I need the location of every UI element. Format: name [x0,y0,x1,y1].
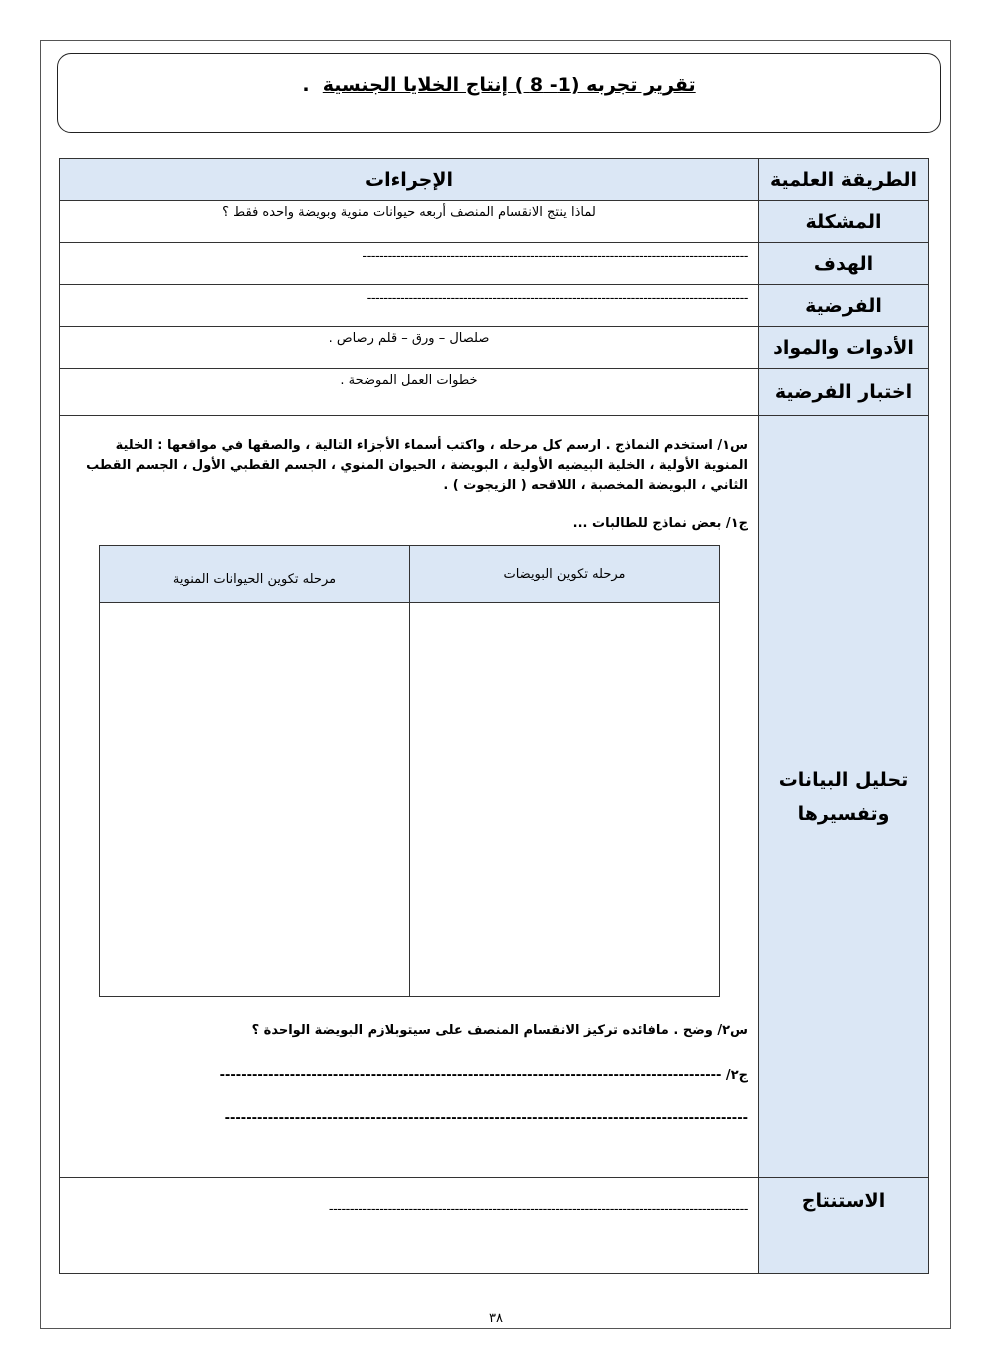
report-title [58,74,940,96]
row-materials-label: الأدوات والمواد [759,327,929,369]
row-conclusion [60,1178,929,1274]
row-problem-label: المشكلة [759,201,929,243]
header-procedures-label: الإجراءات [60,159,759,201]
analysis-label-line1: تحليل البيانات [778,768,909,791]
row-goal-blank: -------------------------------------------------------------------------------------------- [60,243,759,285]
stages-drawing-table [99,545,720,997]
row-materials-value: صلصال – ورق – قلم رصاص . [60,327,759,369]
question-1: س١/ استخدم النماذج . ارسم كل مرحله ، واكتب أسماء الأجزاء التالية ، والصقها في مواقعها : الخلية المنوية الأولية ، الخلية البيضيه الأولية ، البويضة ، الحيوان المنوي ، الجسم القطبي الأول ، الجسم القطب الثاني ، البويضة المخصبة ، اللاقحه ( الزيجوت ) . [86,438,748,493]
spermatogenesis-drawing-area[interactable] [100,603,410,997]
row-test-value: خطوات العمل الموضحة . [60,369,759,416]
scientific-method-table [59,158,929,1274]
row-materials [60,327,929,369]
row-problem [60,201,929,243]
row-goal [60,243,929,285]
row-test [60,369,929,416]
row-analysis [60,416,929,1178]
spermatogenesis-header: مرحله تكوين الحيوانات المنوية [100,546,410,603]
row-goal-label: الهدف [759,243,929,285]
row-analysis-content [60,416,759,1178]
answer-1: ج١/ بعض نماذج للطالبات ... [572,516,748,531]
oogenesis-header: مرحله تكوين البويضات [410,546,720,603]
answer-2-line2[interactable]: ------------------------------------------------------------------------------------------------- [224,1111,748,1126]
row-conclusion-label: الاستنتاج [759,1178,929,1274]
title-box [57,53,941,133]
header-method-label: الطريقة العلمية [759,159,929,201]
oogenesis-drawing-area[interactable] [410,603,720,997]
table-header-row [60,159,929,201]
row-hypothesis-label: الفرضية [759,285,929,327]
row-hypothesis [60,285,929,327]
row-hypothesis-blank: ------------------------------------------------------------------------------------------- [60,285,759,327]
row-test-label: اختبار الفرضية [759,369,929,416]
page-number: ٣٨ [489,1311,503,1326]
report-title-text: تقرير تجربه (1- 8 ) إنتاج الخلايا الجنسية [322,74,696,96]
row-analysis-label [759,416,929,1178]
row-problem-value: لماذا ينتج الانقسام المنصف أربعه حيوانات منوية وبويضة واحده فقط ؟ [60,201,759,243]
row-conclusion-blank[interactable]: ---------------------------------------------------------------------------------------------------- [60,1178,759,1274]
answer-2-line1[interactable]: ج٢/ --------------------------------------------------------------------------------------------- [219,1068,748,1083]
question-2: س٢/ وضح . مافائده تركيز الانقسام المنصف على سيتوبلازم البويضة الواحدة ؟ [251,1023,748,1038]
analysis-label-line2: وتفسيرها [797,802,890,825]
report-title-dot: . [302,74,310,96]
